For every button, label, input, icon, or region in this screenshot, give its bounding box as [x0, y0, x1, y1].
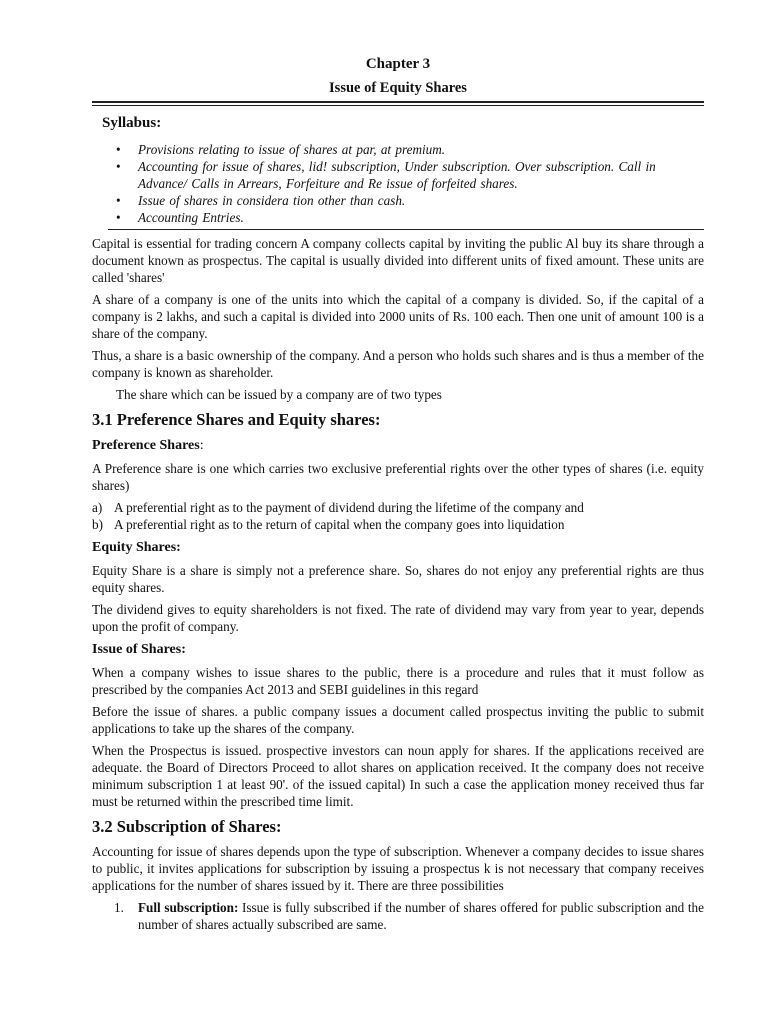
list-item [92, 499, 704, 516]
issue-paragraph: Before the issue of shares. a public company issues a document called prospectus inviting the public to submit applications to take up the shares of the company. [92, 704, 704, 736]
list-item-lead: Full subscription: [138, 900, 239, 915]
list-item-text: A preferential right as to the return of capital when the company goes into liquidation [114, 517, 565, 532]
preference-shares-heading-text: Preference Shares [92, 438, 200, 453]
equity-paragraph: Equity Share is a share is simply not a preference share. So, shares do not enjoy any preferential rights are thus equity shares. [92, 563, 704, 595]
syllabus-item: • Issue of shares in considera tion other than cash. [138, 192, 704, 209]
syllabus-heading: Syllabus: [102, 115, 162, 131]
equity-shares-heading: Equity Shares: [92, 540, 181, 555]
list-marker: a) [92, 500, 103, 515]
intro-paragraph: A share of a company is one of the units into which the capital of a company is divided. So, if the capital of a company is 2 lakhs, and such a capital is divided into 2000 units of Rs. 100 each. Then one unit of amount 100 is a share of the company. [92, 292, 704, 341]
document-page [92, 0, 704, 933]
list-item [92, 899, 704, 933]
title-rule [92, 101, 704, 106]
syllabus-item: • Accounting for issue of shares, lid! subscription, Under subscription. Over subscription. Call in Advance/ Calls in Arrears, Forfeiture and Re issue of forfeited shares. [138, 158, 704, 192]
list-item-text: Issue is fully subscribed if the number of shares offered for public subscription and the number of shares actually subscribed are same. [138, 900, 705, 932]
syllabus-rule [108, 229, 704, 230]
preference-shares-heading [92, 436, 704, 455]
syllabus-item: • Accounting Entries. [138, 209, 704, 226]
issue-paragraph: When a company wishes to issue shares to the public, there is a procedure and rules that it must follow as prescribed by the companies Act 2013 and SEBI guidelines in this regard [92, 665, 704, 697]
section-heading-3-2: 3.2 Subscription of Shares: [92, 817, 282, 836]
issue-of-shares-heading: Issue of Shares: [92, 642, 186, 657]
intro-paragraph: Capital is essential for trading concern A company collects capital by inviting the public Al buy its share through a document known as prospectus. The capital is usually divided into different units of fixed amount. These units are called 'shares' [92, 236, 704, 285]
chapter-number: Chapter 3 [365, 56, 431, 72]
issue-paragraph: When the Prospectus is issued. prospective investors can noun apply for shares. If the applications received are adequate. the Board of Directors Proceed to allot shares on application received. It the company does not receive minimum subscription 1 at least 90'. of the issued capital) In such a case the application money received thus far must be returned within the prescribed time limit. [92, 743, 704, 809]
chapter-title: Issue of Equity Shares [329, 80, 467, 96]
subscription-paragraph: Accounting for issue of shares depends upon the type of subscription. Whenever a company decides to issue shares to public, it invites applications for subscription by issuing a prospectus k is not necessary that company receives applications for the number of shares issued by it. There are three possibilities [92, 844, 704, 893]
intro-paragraph: The share which can be issued by a company are of two types [116, 387, 442, 402]
syllabus-item: • Provisions relating to issue of shares at par, at premium. [138, 141, 704, 158]
list-item [92, 516, 704, 533]
intro-paragraph: Thus, a share is a basic ownership of the company. And a person who holds such shares and is thus a member of the company is known as shareholder. [92, 348, 704, 380]
preference-paragraph: A Preference share is one which carries two exclusive preferential rights over the other types of shares (i.e. equity shares) [92, 461, 704, 493]
list-marker: 1. [114, 900, 124, 915]
list-marker: b) [92, 517, 103, 532]
equity-paragraph: The dividend gives to equity shareholders is not fixed. The rate of dividend may vary from year to year, depends upon the profit of company. [92, 602, 704, 634]
preference-rights-list [92, 499, 704, 533]
section-heading-3-1: 3.1 Preference Shares and Equity shares: [92, 410, 381, 429]
heading-colon: : [199, 438, 204, 453]
list-item-text: A preferential right as to the payment of dividend during the lifetime of the company and [114, 500, 584, 515]
syllabus-list [92, 141, 704, 226]
subscription-list [92, 899, 704, 933]
